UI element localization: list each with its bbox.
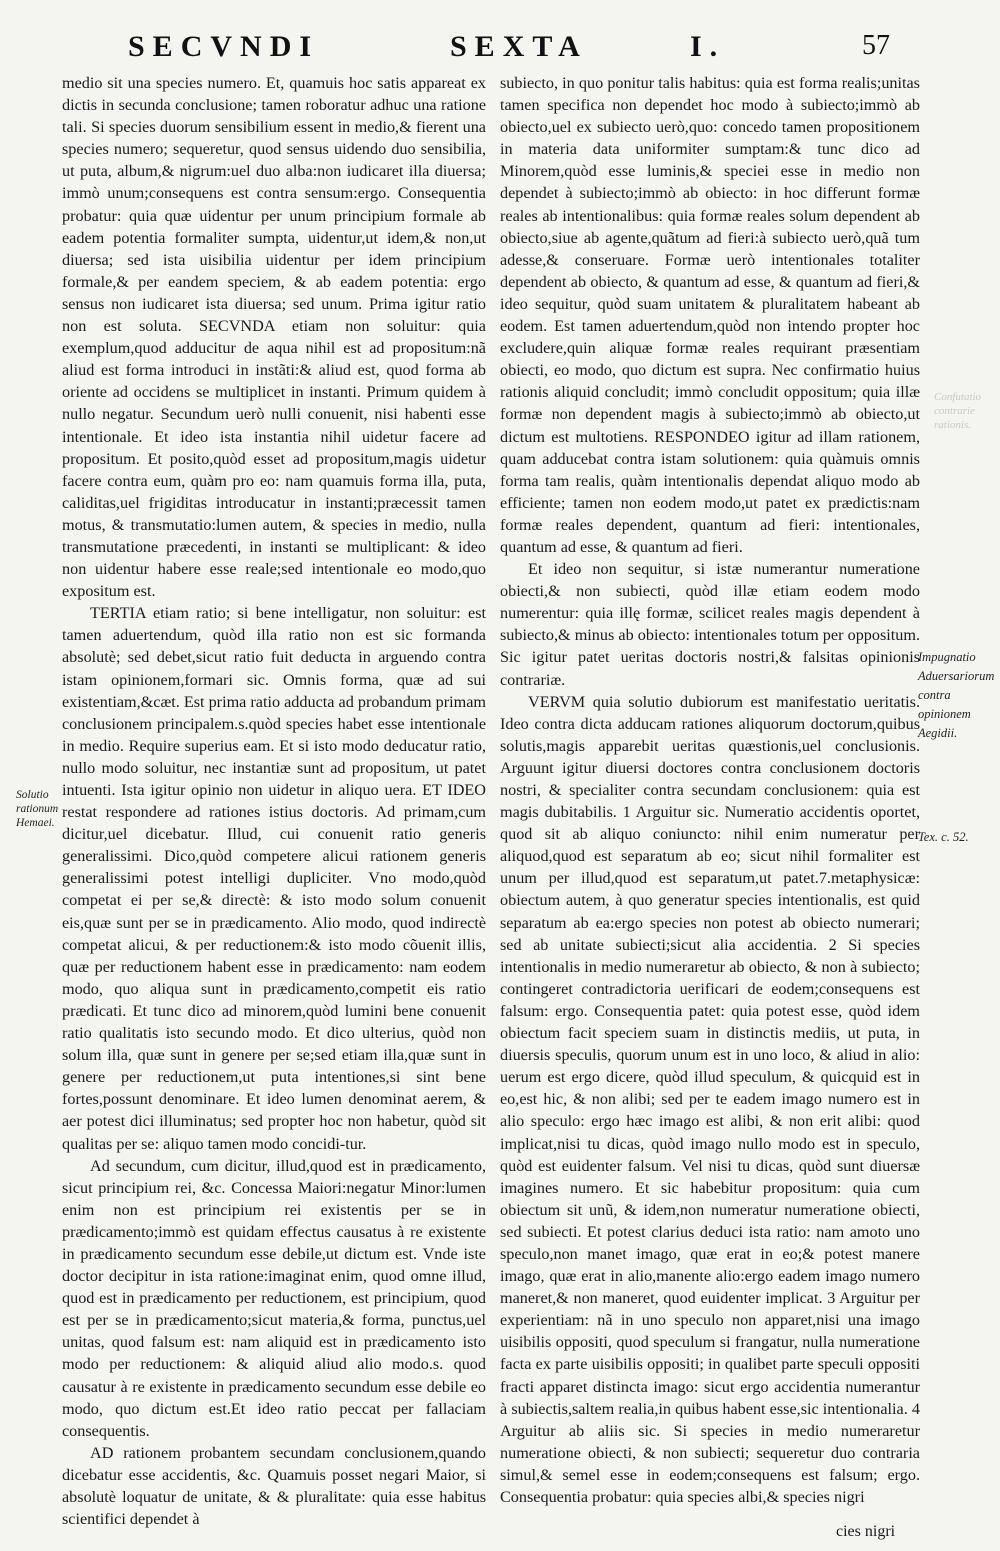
right-column [500, 72, 920, 1508]
running-head-left: SECVNDI [128, 30, 320, 63]
left-column [62, 72, 486, 1530]
paragraph: VERVM quia solutio dubiorum est manifestatio ueritatis. Ideo contra dicta adducam rationes aliquorum doctorum,quibus solutis,magis apparebit ueritas quæstionis,uel conclusionis. Arguunt igitur diuersi doctores contra conclusionem doctoris nostri, & specialiter contra secundam conclusionem: quia est magis dubitabilis. 1 Arguitur sic. Numeratio accidentis oportet, quod sit ab aliquo coniuncto: nihil enim numeratur per aliquod,quod est separatum ab eo; sicut nihil formaliter est unum per illud,quod est separatum,ut patet.7.metaphysicæ: obiectum autem, à quo generatur species intentionalis, est quid separatum ab ea:ergo species non potest ab obiecto numerari; sed ab unitate subiecti;sicut alia accidentia. 2 Si species intentionalis in medio numeraretur ab obiecto, & non à subiecto; contingeret contradictoria uerificari de eodem;consequens est falsum: ergo. Consequentia patet: quia potest esse, quòd idem obiectum facit speciem suam in distinctis mediis, ut puta, in diuersis speculis, quorum unum est in uno loco, & aliud in alio: uerum est ergo dicere, quòd illud speculum, & quicquid est in eo,est hic, & non alibi; sed per te eadem imago numero est in alio speculo: ergo hæc imago est alibi, & non erit alibi: quod implicat,nisi tu dicas, quòd imago nullo modo est in speculo, quòd est euidenter falsum. Vel nisi tu dicas, quòd sunt diuersæ imagines numero. Et sic habebitur propositum: quia cum obiectum sit unũ, & idem,non numeratur numeratione obiecti, sed subiecti. Et potest clarius deduci ista ratio: nam amoto uno speculo,non manet imago, quæ erat in eo;& potest manere imago, quæ erat in alio,manente alio:ergo eadem imago numero maneret,& non maneret, quod euidenter implicat. 3 Arguitur per experientiam: nã in uno speculo non apparet,nisi una imago uisibilis oppositi, quod speculum si frangatur, nulla numeratione facta ex parte uisibilis oppositi; in qualibet parte speculi oppositi fracti apparet distincta imago: sicut ergo accidentia numerantur à subiectis,saltem realia,in quibus habent esse,sic intentionalia. 4 Arguitur ab aliis sic. Si species in medio numeraretur numeratione obiecti, & non subiecti; sequeretur duo contraria simul,& semel esse in eodem;consequens est falsum; ergo. Consequentia probatur: quia species albi,& species nigri [500, 692, 920, 1506]
running-head [0, 30, 1000, 70]
paragraph: medio sit una species numero. Et, quamuis hoc satis appareat ex dictis in secunda conclusione; tamen roboratur adhuc una ratione tali. Si species duorum sensibilium essent in medio,& fierent una species numero; sequeretur, quod sensus uidendo duo sensibilia, ut puta, album,& nigrum:uel duo alba:non iudicaret illa diuersa; immò unum;consequens est contra sensum:ergo. Consequentia probatur: quia quæ uidentur per unum principium formale ab eadem potentia formaliter sumpta, uidentur,ut idem,& non,ut diuersa; sed ista uisibilia uidentur per idem principium formale,& per eandem speciem, & ab eadem potentia: ergo sensus non iudicaret ista diuersa; sed unum. Prima igitur ratio non est soluta. SECVNDA etiam non soluitur: quia exemplum,quod adducitur de aqua nihil est ad propositum:nã aliud est forma introduci in instãti:& aliud est, quod forma ab oriente ad occidens se multiplicet in instanti. Primum quidem à nullo negatur. Secundum uerò nulli conuenit, nisi habenti esse intentionale. Et ideo ista instantia nihil uidetur facere ad propositum. Et posito,quòd esset ad propositum,magis uidetur facere contra eum, quàm pro eo: nam quamuis forma illa, puta, caliditas,uel frigiditas introducatur in instanti;præcessit tamen motus, & transmutatio:lumen autem, & species in medio, nulla transmutatione præcedenti, in instanti se multiplicant: & ideo non uidentur habere esse reale;sed intentionale eo modo,quo expositum est. [62, 74, 486, 601]
paragraph: subiecto, in quo ponitur talis habitus: quia est forma realis;unitas tamen specifica non dependet hoc modo à subiecto;immò ab obiecto,uel ex subiecto uerò,quo: concedo tamen propositionem in materia data uniformiter sumptam:& tunc dico ad Minorem,quòd esse luminis,& speciei esse in medio non dependet à subiecto;immò ab obiecto: in hoc differunt formæ reales ab intentionalibus: quia formæ reales solum dependent ab obiecto,siue ab agente,quãtum ad fieri:à subiecto uerò,quã tum adesse,& conseruare. Formæ uerò intentionales totaliter dependent ab obiecto, & quantum ad esse, & quantum ad fieri,& ideo sequitur, quòd suam unitatem & pluralitatem habeant ab eodem. Est tamen aduertendum,quòd non intendo propter hoc excludere,quin aliquæ formæ reales requirant præsentiam obiecti, eo modo, quo dictum est supra. Nec confirmatio huius rationis aliquid concludit; immò concludit oppositum; quia illæ formæ non dependent magis à subiecto;immò ab obiecto,ut dictum est multotiens. RESPONDEO igitur ad illam rationem, quam adducebat contra istam solutionem: quia quàmuis omnis forma tam realis, quàm intentionalis dependat aliquo modo ab efficiente; tamen non eodem modo,ut patet ex prædictis:nam formæ reales dependent, quantum ad fieri: intentionales, quantum ad esse, & quantum ad fieri. [500, 74, 920, 556]
paragraph: TERTIA etiam ratio; si bene intelligatur, non soluitur: est tamen aduertendum, quòd illa ratio non est sic formanda absolutè; sed debet,sicut ratio fuit deducta in arguendo contra istam opinionem,formari sic. Omnis forma, quæ ad sui existentiam,&cæt. Est prima ratio adducta ad probandum primam conclusionem principalem.s.quòd species habet esse intentionale in medio. Require superius eam. Et si isto modo deducatur ratio, nullo modo soluitur, nec instantiæ sunt ad propositum, ut patet intuenti. Ista igitur opinio non uidetur in aliquo uera. ET IDEO restat respondere ad rationes istius doctoris. Ad primam,cum dicitur,uel dicebatur. Illud, cui conuenit ratio generis generalissimi. Dico,quòd competere alicui rationem generis generalissimi potest intelligi dupliciter. Vno modo,quòd competat ei per se,& directè: & isto modo solum conuenit eis,quæ sunt per se in prædicamento. Alio modo, quod indirectè competat alicui, & per reductionem:& isto modo cõuenit illis, quæ per reductionem habent esse in prædicamento: nam eodem modo, quo aliqua sunt in prædicamento,competit eis ratio prædicati. Et tunc dico ad minorem,quòd lumini bene conuenit ratio qualitatis isto secundo modo. Et dico ulterius, quòd non solum illa, quæ sunt in genere per se;sed etiam illa,quæ sunt in genere per reductionem,ut puta intentiones,si sint bene fortes,possunt denominare. Et ideo lumen denominat aerem, & aer potest dici illuminatus; sed propter hoc non habetur, quòd sit qualitas per se: aliquo tamen modo concidi-tur. [62, 604, 486, 1153]
margin-note-faded: Confutatio contrarie rationis. [934, 391, 982, 431]
running-head-roman: I. [690, 30, 726, 63]
running-head-center: SEXTA [450, 30, 588, 63]
margin-note-reference: Tex. c. 52. [918, 830, 969, 844]
paragraph: Et ideo non sequitur, si istæ numerantur numeratione obiecti,& non subiecti, quòd illæ etiam eodem modo numerentur: quia illę formæ, scilicet reales magis dependent à subiecto,& minus ab obiecto: intentionales totum per oppositum. Sic igitur patet ueritas doctoris nostri,& falsitas opinionis contrariæ. [500, 560, 920, 689]
paragraph: Ad secundum, cum dicitur, illud,quod est in prædicamento, sicut principium rei, &c. Concessa Maiori:negatur Minor:lumen enim non est principium rei existentis per se in prædicamento;immò est quidam effectus causatus à re existente in prædicamento secundum esse debile,ut dictum est. Vnde iste doctor decipitur in ista ratione:imaginat enim, quod omne illud, quod est in prædicamento per reductionem, est principium, quod est per se in prædicamento;sicut materia,& forma, punctus,uel unitas, quod falsum est: nam aliquid est in prædicamento isto modo per reductionem: & aliquid aliud alio modo.s. quod causatur à re existente in prædicamento secundum esse debile eo modo, quo dictum est.Et ideo ratio peccat per fallaciam consequentis. [62, 1156, 486, 1440]
margin-note-left: Solutio rationum Hemaei. [16, 789, 59, 829]
page-number: 57 [862, 30, 890, 61]
catchword: cies nigri [836, 1523, 896, 1540]
paragraph: AD rationem probantem secundam conclusionem,quando dicebatur esse accidentis, &c. Quamuis posset negari Maior, si absolutè loquatur de unitate, & & pluralitate: quia esse habitus scientifici dependet à [62, 1443, 486, 1529]
margin-note-right: Impugnatio Aduersariorum contra opinionem Aegidii. [918, 650, 995, 740]
